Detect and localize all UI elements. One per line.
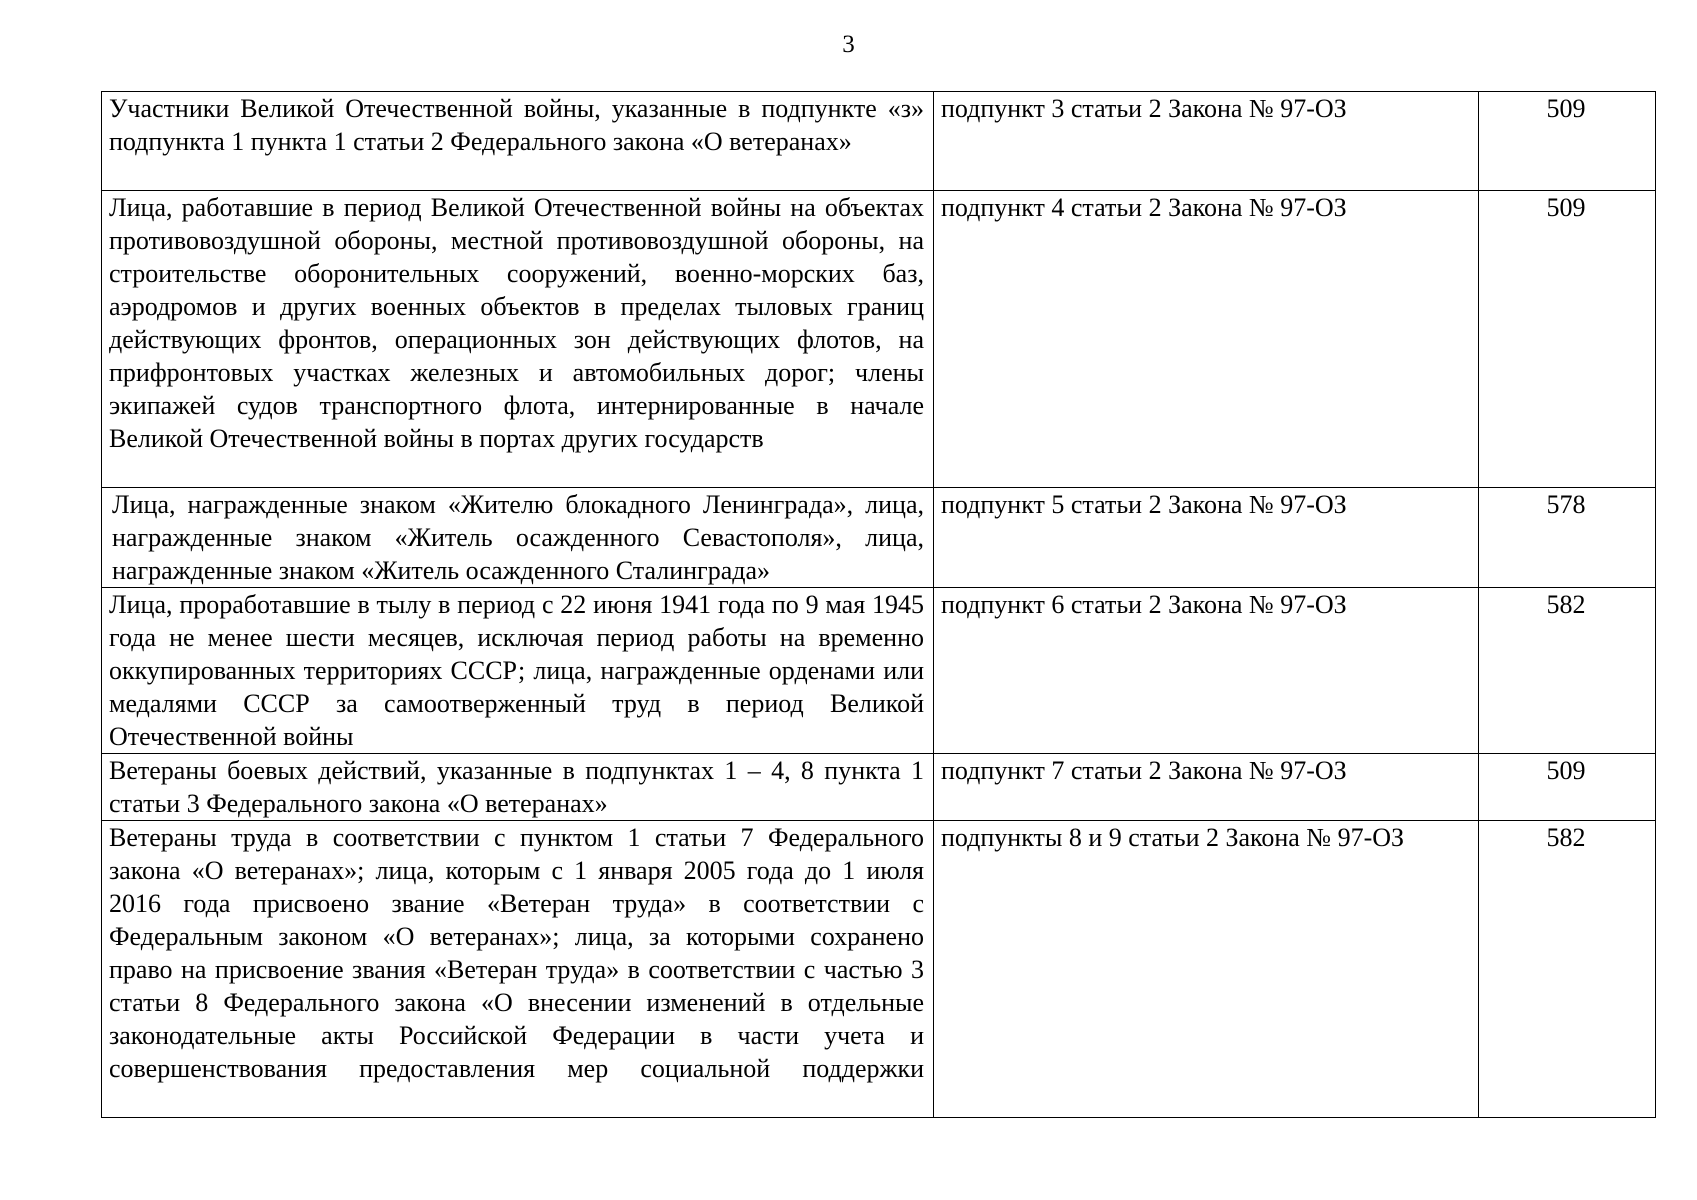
- amount-cell: 509: [1479, 191, 1656, 488]
- law-reference-cell: подпункт 7 статьи 2 Закона № 97-ОЗ: [934, 754, 1479, 821]
- benefits-table: [101, 91, 1656, 1118]
- law-reference-cell: подпункт 6 статьи 2 Закона № 97-ОЗ: [934, 588, 1479, 754]
- category-cell: Лица, работавшие в период Великой Отечественной войны на объектах противовоздушной обороны, местной противовоздушной обороны, на строительстве оборонительных сооружений, военно-морских баз, аэродромов и других военных объектов в пределах тыловых границ действующих фронтов, операционных зон действующих флотов, на прифронтовых участках железных и автомобильных дорог; члены экипажей судов транспортного флота, интернированные в начале Великой Отечественной войны в портах других государств: [102, 191, 934, 488]
- amount-cell: 582: [1479, 821, 1656, 1118]
- category-cell: Лица, проработавшие в тылу в период с 22 июня 1941 года по 9 мая 1945 года не менее шести месяцев, исключая период работы на временно оккупированных территориях СССР; лица, награжденные орденами или медалями СССР за самоотверженный труд в период Великой Отечественной войны: [102, 588, 934, 754]
- law-reference-cell: подпункт 5 статьи 2 Закона № 97-ОЗ: [934, 488, 1479, 588]
- table-row: [102, 191, 1656, 488]
- category-cell: Лица, награжденные знаком «Жителю блокадного Ленинграда», лица, награжденные знаком «Житель осажденного Севастополя», лица, награжденные знаком «Житель осажденного Сталинграда»: [102, 488, 934, 588]
- amount-cell: 509: [1479, 92, 1656, 191]
- law-reference-cell: подпункт 4 статьи 2 Закона № 97-ОЗ: [934, 191, 1479, 488]
- table-row: [102, 488, 1656, 588]
- table-row: [102, 92, 1656, 191]
- amount-cell: 509: [1479, 754, 1656, 821]
- amount-cell: 582: [1479, 588, 1656, 754]
- law-reference-cell: подпункт 3 статьи 2 Закона № 97-ОЗ: [934, 92, 1479, 191]
- category-cell: Ветераны боевых действий, указанные в подпунктах 1 – 4, 8 пункта 1 статьи 3 Федерального закона «О ветеранах»: [102, 754, 934, 821]
- table-row: [102, 588, 1656, 754]
- table-row: [102, 754, 1656, 821]
- category-cell: Ветераны труда в соответствии с пунктом 1 статьи 7 Федерального закона «О ветеранах»; лица, которым с 1 января 2005 года до 1 июля 2016 года присвоено звание «Ветеран труда» в соответствии с Федеральным законом «О ветеранах»; лица, за которыми сохранено право на присвоение звания «Ветеран труда» в соответствии с частью 3 статьи 8 Федерального закона «О внесении изменений в отдельные законодательные акты Российской Федерации в части учета и совершенствования предоставления мер социальной поддержки: [102, 821, 934, 1118]
- law-reference-cell: подпункты 8 и 9 статьи 2 Закона № 97-ОЗ: [934, 821, 1479, 1118]
- table-row: [102, 821, 1656, 1118]
- category-cell: Участники Великой Отечественной войны, указанные в подпункте «з» подпункта 1 пункта 1 статьи 2 Федерального закона «О ветеранах»: [102, 92, 934, 191]
- page-number: 3: [842, 31, 855, 58]
- amount-cell: 578: [1479, 488, 1656, 588]
